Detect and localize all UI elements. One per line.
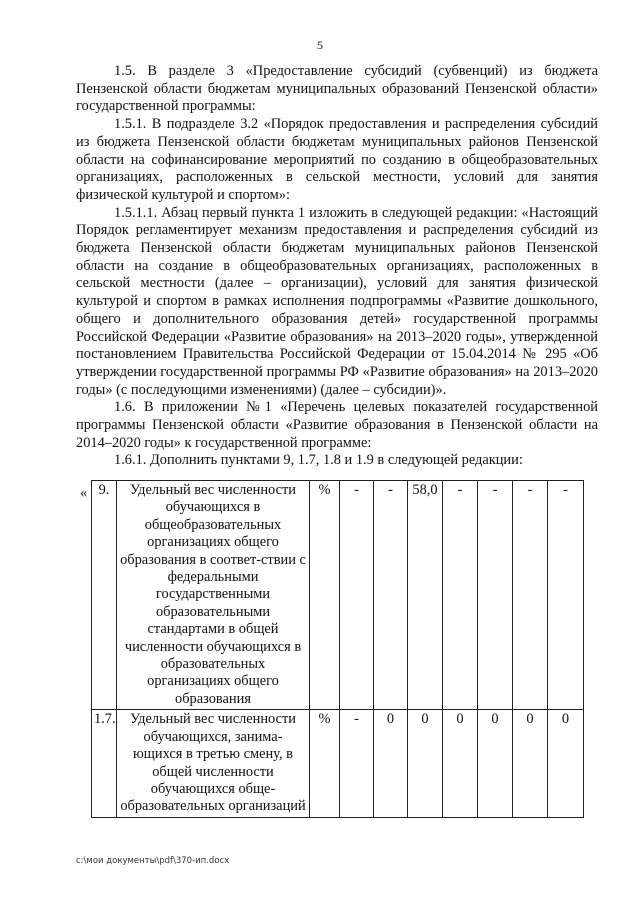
indicators-table	[91, 480, 584, 818]
value-cell: -	[443, 481, 478, 710]
paragraph-1-5-1-1: 1.5.1.1. Абзац первый пункта 1 изложить в следующей редакции: «Настоящий Порядок регламентирует механизм предоставления и распределения субсидий из бюджета Пензенской области бюджетам муниципальных районов Пензенской области на создание в общеобразовательных организациях, расположенных в сельской местности (далее – организации), условий для занятия физической культурой и спортом в рамках исполнения подпрограммы «Развитие дошкольного, общего и дополнительного образования детей» государственной программы Российской Федерации «Развитие образования» на 2013–2020 годы», утвержденной постановлением Правительства Российской Федерации от 15.04.2014 № 295 «Об утверждении государственной программы РФ «Развитие образования» на 2013–2020 годы» (с последующими изменениями) (далее – субсидии)».	[76, 204, 598, 398]
opening-quote-mark: «	[80, 485, 88, 501]
value-cell: -	[513, 481, 548, 710]
row-number: 9.	[92, 481, 117, 710]
footer-file-path: c:\мои документы\pdf\370-ип.docx	[76, 856, 230, 866]
unit-cell: %	[310, 710, 340, 817]
value-cell: -	[340, 710, 374, 817]
unit-cell: %	[310, 481, 340, 710]
row-number: 1.7.	[92, 710, 117, 817]
value-cell: 0	[548, 710, 584, 817]
value-cell: 0	[513, 710, 548, 817]
paragraph-1-5-1: 1.5.1. В подразделе 3.2 «Порядок предоставления и распределения субсидий из бюджета Пензенской области бюджетам муниципальных районов Пензенской области на софинансирование мероприятий по созданию в общеобразовательных организациях, расположенных в сельской местности, условий для занятия физической культурой и спортом»:	[76, 116, 598, 203]
indicator-name: Удельный вес численности обучающихся в общеобразовательных организациях общего образования в соответ-ствии с федеральными государственными образовательными стандартами в общей численности обучающихся в образовательных организациях общего образования	[117, 481, 310, 710]
value-cell: 0	[408, 710, 443, 817]
value-cell: -	[374, 481, 408, 710]
value-cell: -	[478, 481, 513, 710]
indicator-name: Удельный вес численности обучающихся, занима-ющихся в третью смену, в общей численности обучающихся обще-образовательных организаций	[117, 710, 310, 817]
value-cell: -	[548, 481, 584, 710]
page-number: 5	[317, 38, 323, 52]
document-body	[76, 63, 598, 470]
value-cell: -	[340, 481, 374, 710]
paragraph-1-6: 1.6. В приложении №1 «Перечень целевых показателей государственной программы Пензенской области «Развитие образования в Пензенской области на 2014–2020 годы» к государственной программе:	[76, 399, 598, 451]
value-cell: 0	[478, 710, 513, 817]
paragraph-1-5: 1.5. В разделе 3 «Предоставление субсидий (субвенций) из бюджета Пензенской области бюджетам муниципальных образований Пензенской области» государственной программы:	[76, 63, 598, 115]
value-cell: 0	[374, 710, 408, 817]
table-row	[92, 481, 584, 710]
value-cell: 58,0	[408, 481, 443, 710]
paragraph-1-6-1: 1.6.1. Дополнить пунктами 9, 1.7, 1.8 и 1.9 в следующей редакции:	[114, 452, 523, 469]
table-row	[92, 710, 584, 817]
value-cell: 0	[443, 710, 478, 817]
